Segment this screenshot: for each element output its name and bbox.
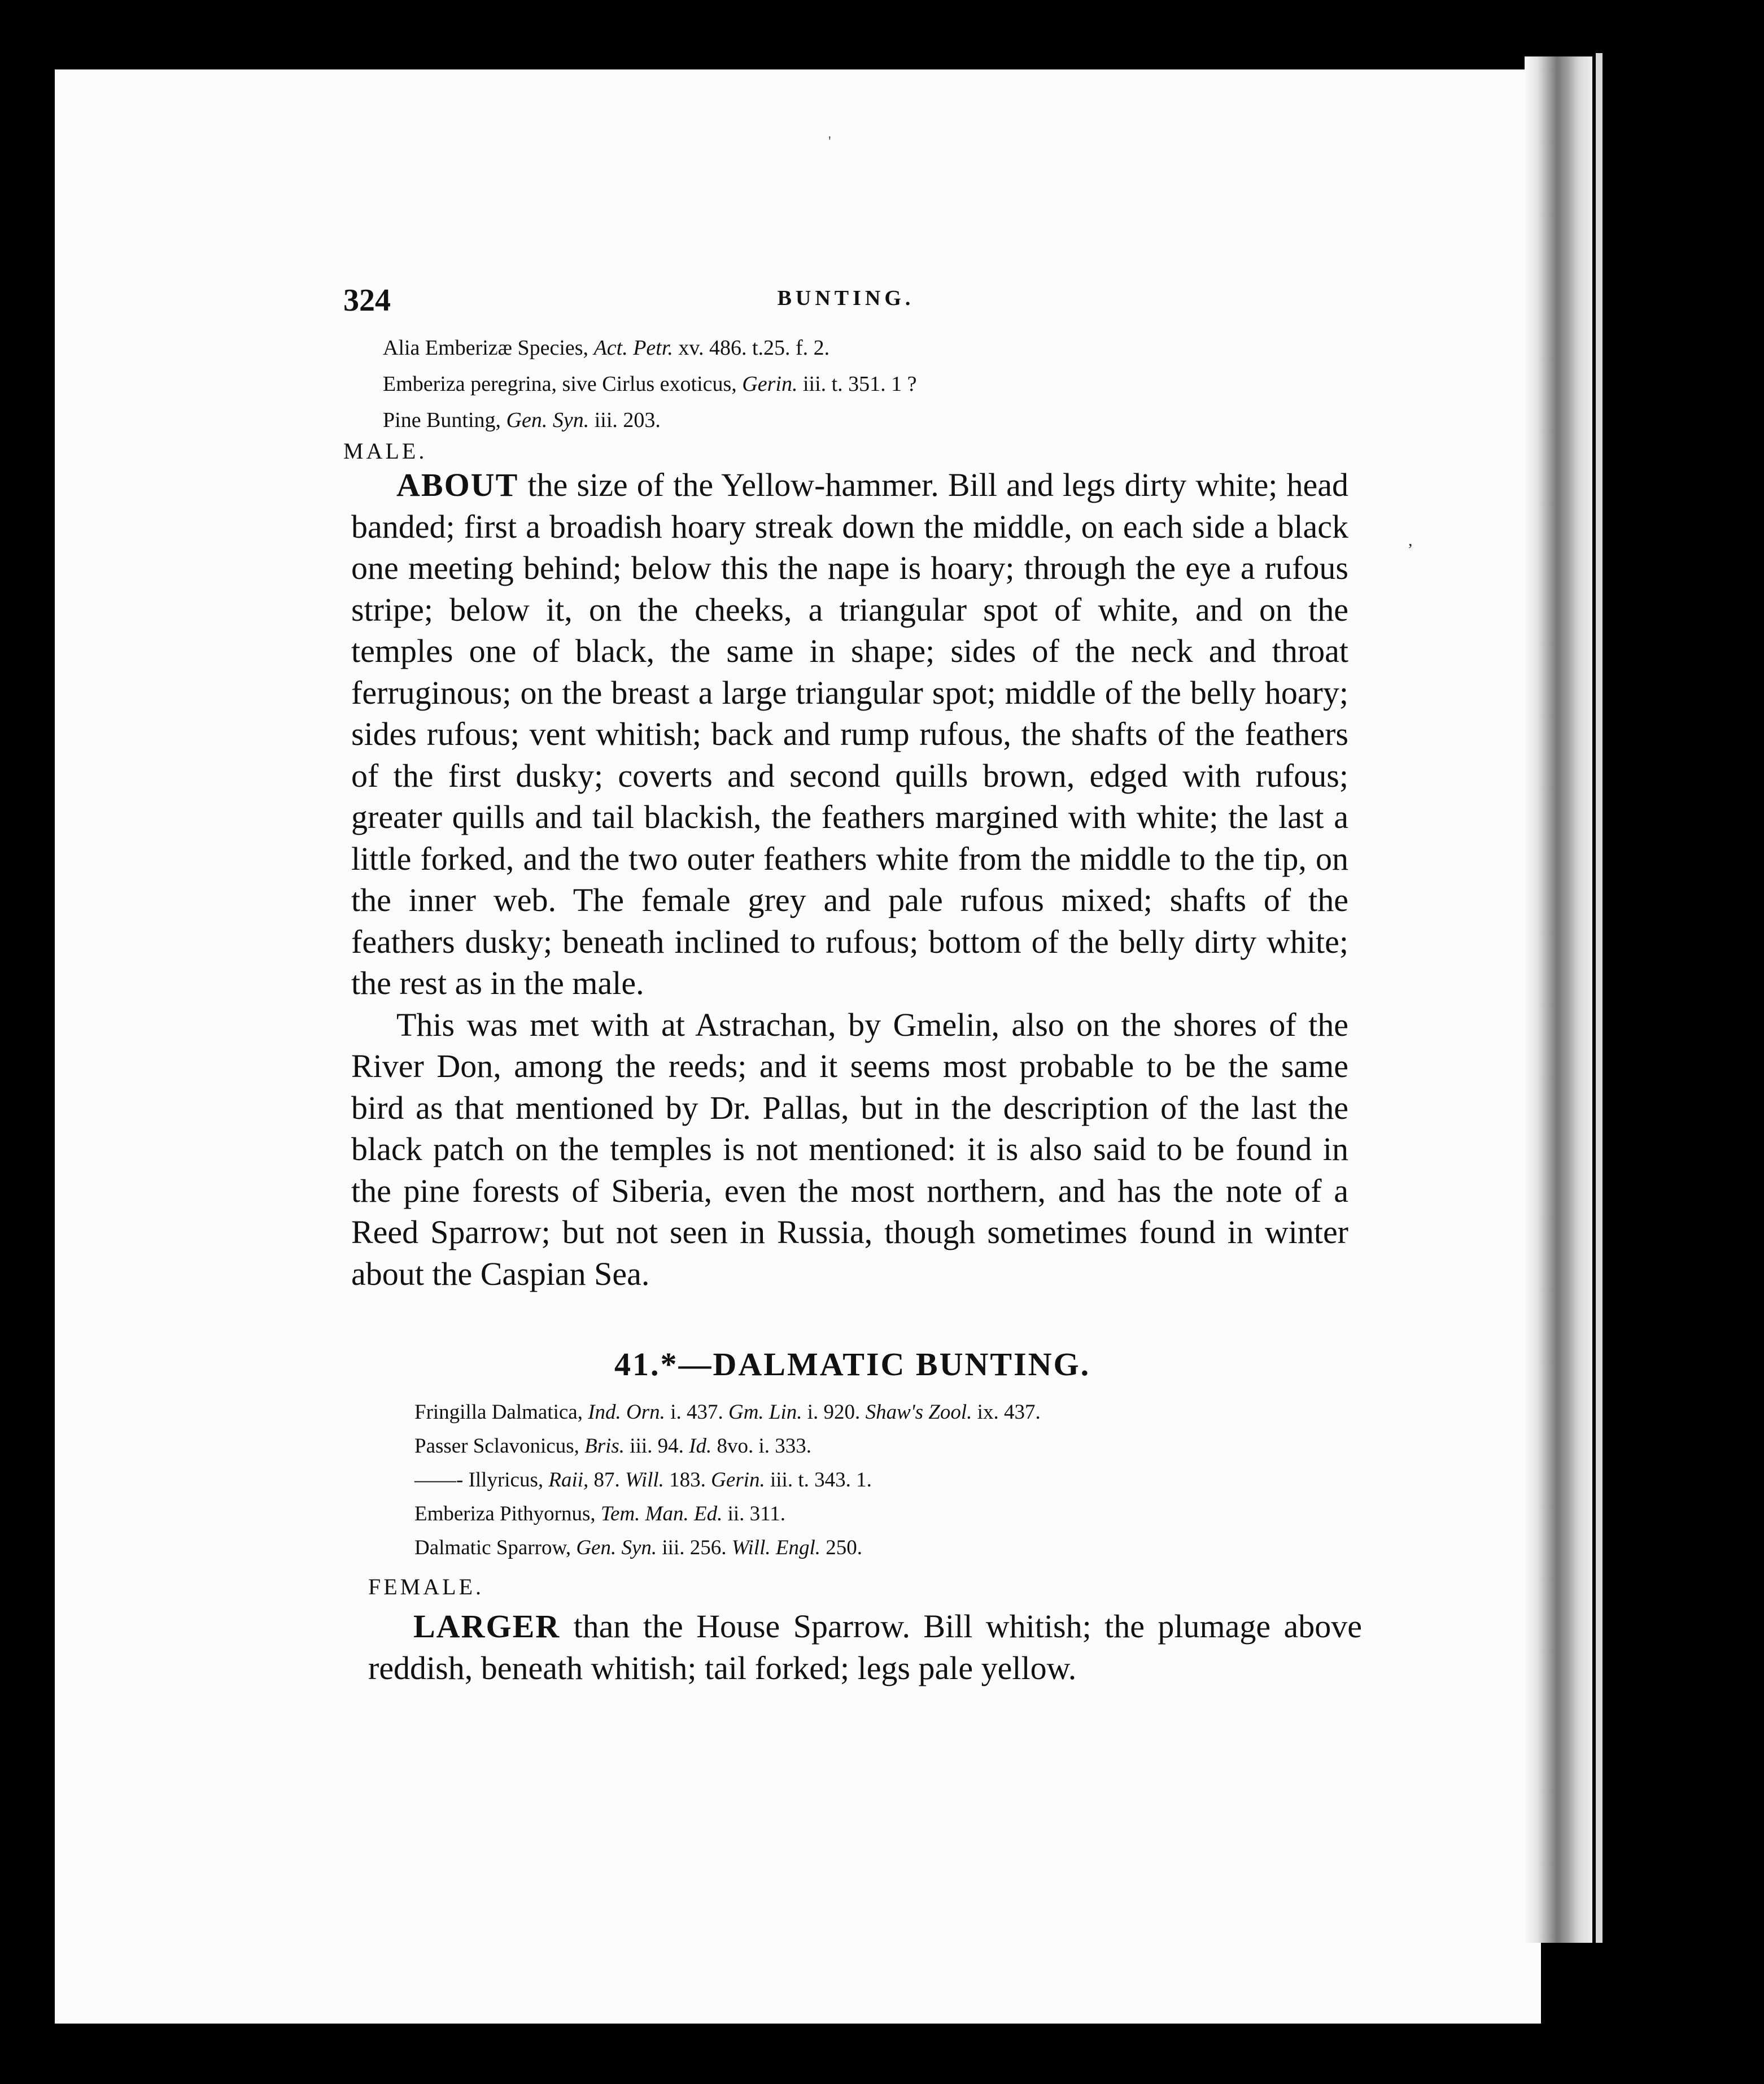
synonym-list-pine-bunting xyxy=(383,330,1348,438)
synonym-reference: Id. xyxy=(689,1435,712,1458)
synonym-citation: 87. xyxy=(593,1468,620,1492)
synonym-list-dalmatic-bunting xyxy=(414,1396,1348,1565)
synonym-citation: xv. 486. t.25. f. 2. xyxy=(678,336,830,360)
synonym-citation: iii. t. 351. 1 ? xyxy=(802,372,917,396)
habitat-paragraph: This was met with at Astrachan, by Gmelin, also on the shores of the River Don, among the reeds; and it seems most probable to be the same bird as that mentioned by Dr. Pallas, but in the description of the last the black patch on the temples is not mentioned: it is also said to be found in the pine forests of Siberia, even the most northern, and has the note of a Reed Sparrow; but not seen in Russia, though sometimes found in winter about the Caspian Sea. xyxy=(351,1006,1348,1292)
section-title: 41.*—DALMATIC BUNTING. xyxy=(614,1346,1091,1383)
synonym-citation: i. 437. xyxy=(670,1401,723,1424)
synonym-citation: 183. xyxy=(669,1468,706,1492)
synonym-name: Emberiza peregrina, sive Cirlus exoticus, xyxy=(383,372,737,396)
synonym-citation: iii. 203. xyxy=(594,408,661,432)
synonym-reference: Gerin. xyxy=(711,1468,765,1492)
synonym-citation: ix. 437. xyxy=(977,1401,1041,1424)
synonym-citation: 8vo. i. 333. xyxy=(717,1435,811,1458)
synonym-entry xyxy=(383,330,1348,366)
description-text: than the House Sparrow. Bill whitish; the plumage above reddish, beneath whitish; tail forked; legs pale yellow. xyxy=(368,1608,1362,1686)
binding-shadow xyxy=(1525,56,1592,1943)
synonym-citation: iii. 256. xyxy=(662,1536,727,1559)
synonym-name: Fringilla Dalmatica, xyxy=(414,1401,583,1424)
synonym-reference: Gen. Syn. xyxy=(506,408,590,432)
synonym-citation: iii. t. 343. 1. xyxy=(770,1468,872,1492)
synonym-entry xyxy=(414,1463,1348,1497)
stray-mark-dot: , xyxy=(1408,531,1413,550)
synonym-citation: 250. xyxy=(826,1536,862,1559)
description-text: the size of the Yellow-hammer. Bill and legs dirty white; head banded; first a broadish hoary streak down the middle, on each side a black one meeting behind; below this the nape is hoary; through the eye a rufous stripe; below it, on the cheeks, a triangular spot of white, and on the temples one of black, the same in shape; sides of the neck and throat ferruginous; on the breast a large triangular spot; middle of the belly hoary; sides rufous; vent whitish; back and rump rufous, the shafts of the feathers of the first dusky; coverts and second quills brown, edged with rufous; greater quills and tail blackish, the feathers margined with white; the last a little forked, and the two outer feathers white from the middle to the tip, on the inner web. The female grey and pale rufous mixed; shafts of the feathers dusky; beneath inclined to rufous; bottom of the belly dirty white; the rest as in the male. xyxy=(351,466,1348,1001)
sex-label-male: MALE. xyxy=(343,438,427,464)
lead-word: LARGER xyxy=(413,1608,561,1645)
page-edge xyxy=(1596,53,1603,1943)
synonym-reference: Bris. xyxy=(584,1435,625,1458)
synonym-name: Passer Sclavonicus, xyxy=(414,1435,579,1458)
synonym-reference: Shaw's Zool. xyxy=(865,1401,972,1424)
synonym-entry xyxy=(414,1497,1348,1531)
page-number: 324 xyxy=(343,283,391,318)
synonym-reference: Gen. Syn. xyxy=(576,1536,657,1559)
synonym-reference: Raii, xyxy=(548,1468,589,1492)
lead-word: ABOUT xyxy=(396,466,519,503)
synonym-citation: i. 920. xyxy=(807,1401,861,1424)
synonym-reference: Will. Engl. xyxy=(731,1536,820,1559)
synonym-entry xyxy=(414,1531,1348,1565)
synonym-citation: iii. 94. xyxy=(630,1435,684,1458)
synonym-name: Dalmatic Sparrow, xyxy=(414,1536,571,1559)
synonym-name: Pine Bunting, xyxy=(383,408,501,432)
synonym-reference: Ind. Orn. xyxy=(588,1401,665,1424)
page-content xyxy=(343,282,1362,1689)
synonym-name: ——- Illyricus, xyxy=(414,1468,544,1492)
synonym-reference: Gerin. xyxy=(742,372,798,396)
synonym-reference: Will. xyxy=(625,1468,664,1492)
synonym-entry xyxy=(414,1429,1348,1463)
synonym-name: Emberiza Pithyornus, xyxy=(414,1502,596,1525)
page-header xyxy=(343,282,1348,330)
description-paragraph xyxy=(351,464,1348,1004)
synonym-reference: Tem. Man. Ed. xyxy=(600,1502,723,1525)
synonym-reference: Act. Petr. xyxy=(593,336,673,360)
synonym-name: Alia Emberizæ Species, xyxy=(383,336,589,360)
sex-label-female: FEMALE. xyxy=(368,1574,484,1599)
synonym-citation: ii. 311. xyxy=(727,1502,786,1525)
synonym-entry xyxy=(383,366,1348,402)
running-head: BUNTING. xyxy=(777,286,915,310)
description-paragraph xyxy=(368,1606,1362,1689)
synonym-reference: Gm. Lin. xyxy=(728,1401,802,1424)
synonym-entry xyxy=(383,402,1348,438)
synonym-entry xyxy=(414,1396,1348,1429)
stray-mark-quote: ' xyxy=(828,133,831,150)
